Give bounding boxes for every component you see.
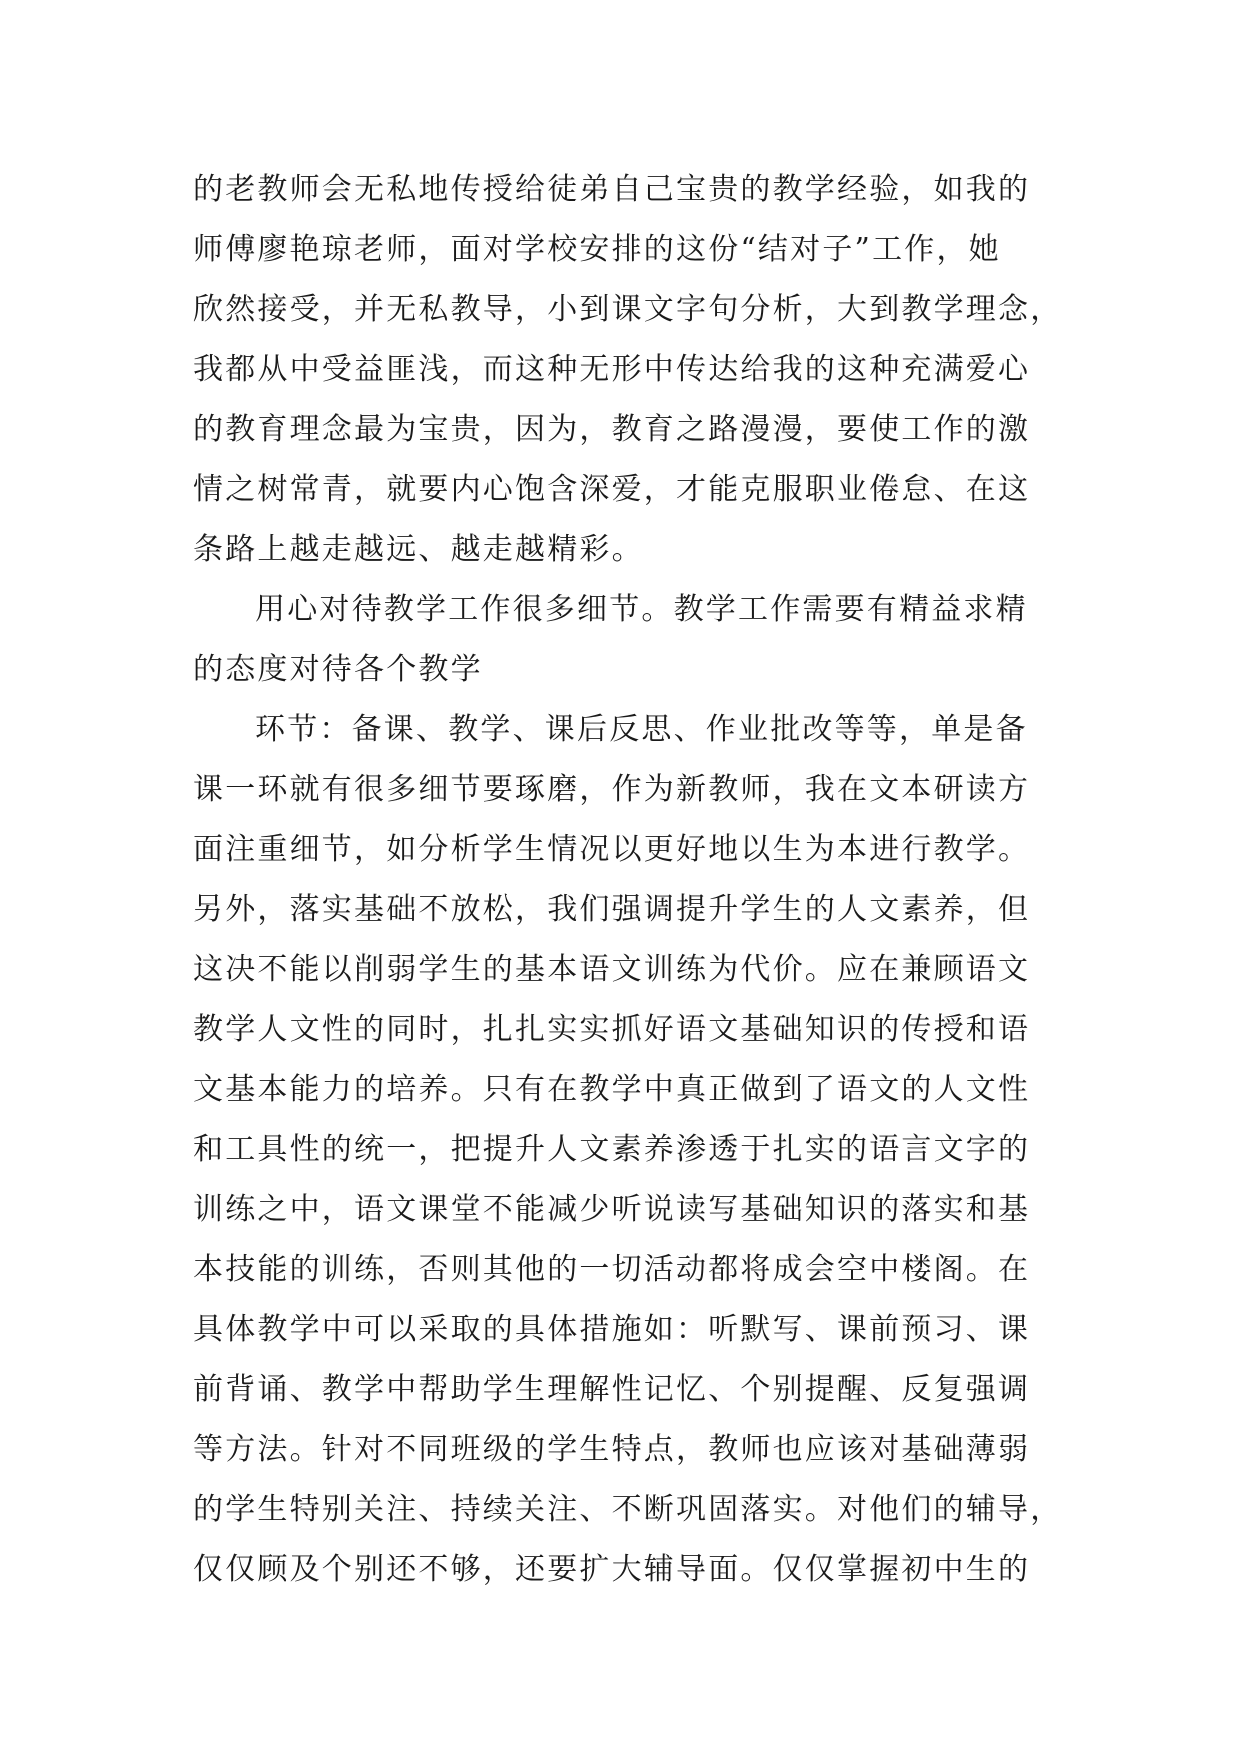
text-line: 师傅廖艳琼老师，面对学校安排的这份“结对子”工作，她 bbox=[193, 232, 1001, 267]
text-line: 另外，落实基础不放松，我们强调提升学生的人文素养，但 bbox=[193, 892, 1031, 927]
text-line: 的学生特别关注、持续关注、不断巩固落实。对他们的辅导， bbox=[193, 1492, 1063, 1527]
text-line: 情之树常青，就要内心饱含深爱，才能克服职业倦怠、在这 bbox=[193, 472, 1031, 507]
text-line: 教学人文性的同时，扎扎实实抓好语文基础知识的传授和语 bbox=[193, 1012, 1031, 1047]
text-line: 课一环就有很多细节要琢磨，作为新教师，我在文本研读方 bbox=[193, 772, 1031, 807]
text-line: 等方法。针对不同班级的学生特点，教师也应该对基础薄弱 bbox=[193, 1432, 1031, 1467]
text-line: 具体教学中可以采取的具体措施如：听默写、课前预习、课 bbox=[193, 1312, 1031, 1347]
text-line: 我都从中受益匪浅，而这种无形中传达给我的这种充满爱心 bbox=[193, 352, 1031, 387]
text-line: 前背诵、教学中帮助学生理解性记忆、个别提醒、反复强调 bbox=[193, 1372, 1031, 1407]
body-text bbox=[193, 160, 1063, 1600]
text-line: 仅仅顾及个别还不够，还要扩大辅导面。仅仅掌握初中生的 bbox=[193, 1552, 1031, 1587]
text-line: 的态度对待各个教学 bbox=[193, 652, 483, 687]
text-line: 文基本能力的培养。只有在教学中真正做到了语文的人文性 bbox=[193, 1072, 1031, 1107]
text-line: 的老教师会无私地传授给徒弟自己宝贵的教学经验，如我的 bbox=[193, 172, 1031, 207]
paragraph-start-line: 环节：备课、教学、课后反思、作业批改等等，单是备 bbox=[255, 712, 1028, 747]
text-line: 这决不能以削弱学生的基本语文训练为代价。应在兼顾语文 bbox=[193, 952, 1031, 987]
text-line: 条路上越走越远、越走越精彩。 bbox=[193, 532, 644, 567]
text-line: 本技能的训练，否则其他的一切活动都将成会空中楼阁。在 bbox=[193, 1252, 1031, 1287]
text-line: 的教育理念最为宝贵，因为，教育之路漫漫，要使工作的激 bbox=[193, 412, 1031, 447]
text-line: 欣然接受，并无私教导，小到课文字句分析，大到教学理念， bbox=[193, 292, 1063, 327]
text-line: 和工具性的统一，把提升人文素养渗透于扎实的语言文字的 bbox=[193, 1132, 1031, 1167]
text-line: 面注重细节，如分析学生情况以更好地以生为本进行教学。 bbox=[193, 832, 1031, 867]
text-line: 训练之中，语文课堂不能减少听说读写基础知识的落实和基 bbox=[193, 1192, 1031, 1227]
paragraph-start-line: 用心对待教学工作很多细节。教学工作需要有精益求精 bbox=[255, 592, 1028, 627]
